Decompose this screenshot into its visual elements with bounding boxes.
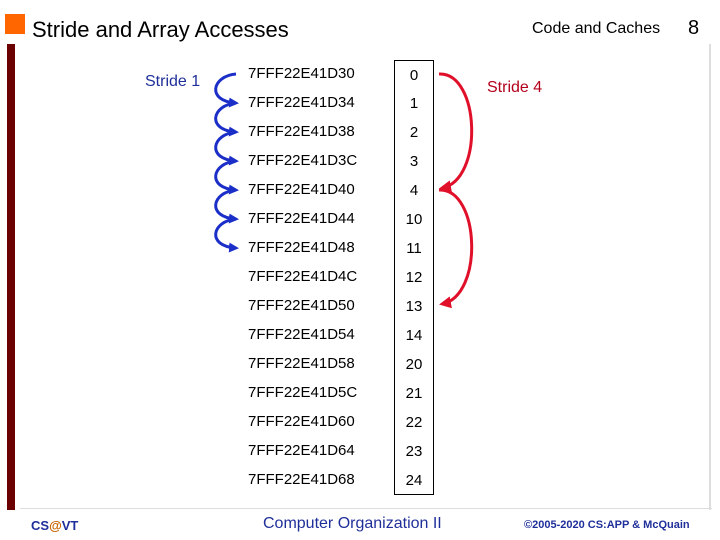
stride-4-arrow	[439, 74, 472, 188]
stride-1-arrow	[216, 219, 236, 248]
stride-4-arrow-group	[439, 74, 472, 304]
stride-1-arrow	[216, 74, 236, 103]
memory-value-cell: 12	[394, 263, 434, 292]
stride-4-arrow	[439, 190, 472, 304]
memory-address: 7FFF22E41D50	[248, 297, 355, 314]
memory-value-cell: 0	[394, 60, 434, 89]
memory-value-cell: 23	[394, 437, 434, 466]
footer-logo-at: @	[49, 518, 62, 533]
memory-address: 7FFF22E41D54	[248, 326, 355, 343]
section-title: Code and Caches	[532, 20, 661, 37]
footer-course-title: Computer Organization II	[263, 515, 442, 532]
stride-1-label: Stride 1	[145, 73, 201, 90]
memory-address: 7FFF22E41D3C	[248, 152, 358, 169]
footer-copyright: ©2005-2020 CS:APP & McQuain	[524, 519, 690, 531]
stride-1-arrow	[216, 161, 236, 190]
memory-value-cell: 14	[394, 321, 434, 350]
page-number: 8	[688, 17, 700, 39]
memory-address: 7FFF22E41D64	[248, 442, 355, 459]
memory-address: 7FFF22E41D68	[248, 471, 355, 488]
stride-1-arrow	[216, 103, 236, 132]
memory-value-cell: 10	[394, 205, 434, 234]
memory-address: 7FFF22E41D4C	[248, 268, 358, 285]
memory-address: 7FFF22E41D58	[248, 355, 355, 372]
footer-logo-prefix: CS	[31, 518, 50, 533]
memory-address: 7FFF22E41D38	[248, 123, 355, 140]
memory-value-cell: 20	[394, 350, 434, 379]
memory-address: 7FFF22E41D48	[248, 239, 355, 256]
stride-1-arrow-group	[216, 74, 236, 248]
memory-address: 7FFF22E41D30	[248, 65, 355, 82]
memory-address: 7FFF22E41D34	[248, 94, 355, 111]
footer-logo-suffix: VT	[61, 518, 79, 533]
memory-value-cell: 22	[394, 408, 434, 437]
footer-logo	[31, 518, 78, 533]
memory-value-cell: 13	[394, 292, 434, 321]
stride-4-label: Stride 4	[487, 79, 543, 96]
memory-value-cell: 2	[394, 118, 434, 147]
memory-value-cell: 11	[394, 234, 434, 263]
memory-address: 7FFF22E41D44	[248, 210, 355, 227]
stride-1-arrow	[216, 190, 236, 219]
memory-address: 7FFF22E41D5C	[248, 384, 358, 401]
memory-value-cell: 24	[394, 466, 434, 495]
memory-address: 7FFF22E41D60	[248, 413, 355, 430]
stride-1-arrow	[216, 132, 236, 161]
memory-value-cell: 1	[394, 89, 434, 118]
memory-value-cell: 3	[394, 147, 434, 176]
memory-address: 7FFF22E41D40	[248, 181, 355, 198]
slide-title: Stride and Array Accesses	[32, 17, 289, 42]
memory-value-cell: 21	[394, 379, 434, 408]
memory-value-cell: 4	[394, 176, 434, 205]
